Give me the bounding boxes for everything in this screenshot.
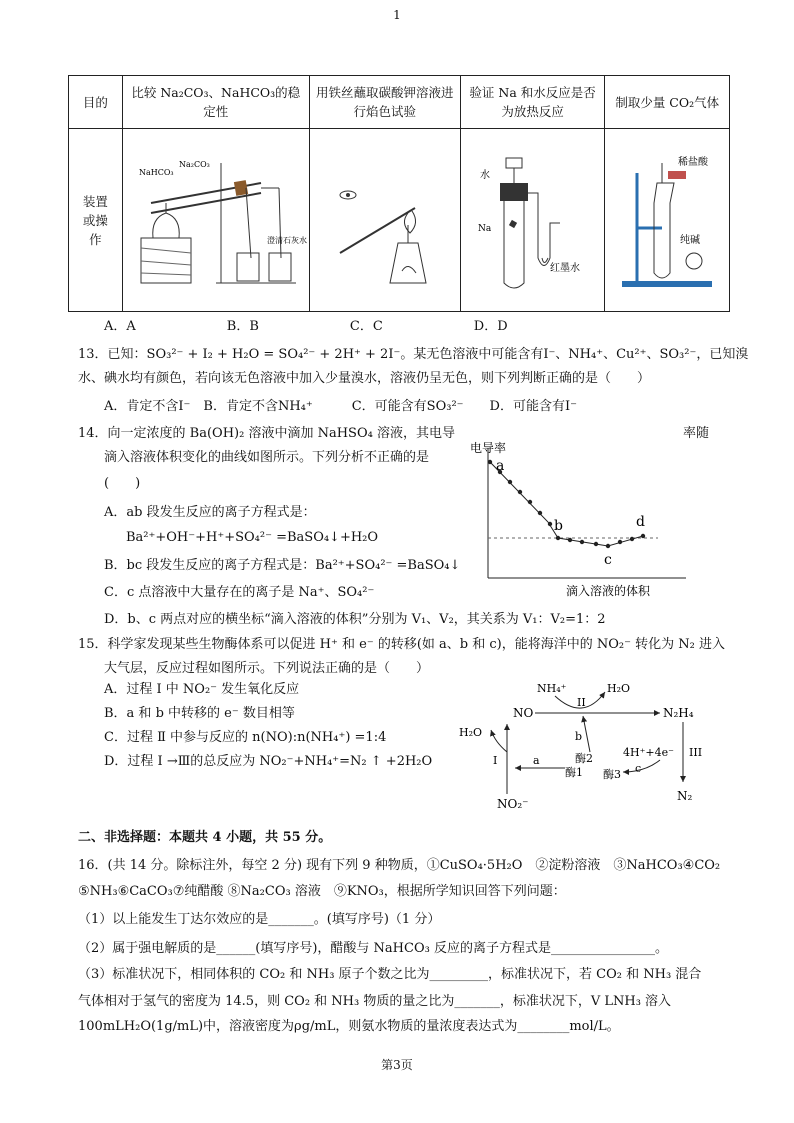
point-a: a (496, 458, 505, 474)
page-footer: 第3页 (381, 1058, 413, 1072)
q15-stem-1: 15．科学家发现某些生物酶体系可以促进 H⁺ 和 e⁻ 的转移(如 a、b 和 c)，能将海洋中的 NO₂⁻ 转化为 N₂ 进入 (78, 637, 725, 652)
label-process-III: III (689, 746, 703, 759)
sodium-water-diagram (468, 143, 598, 293)
node-n2: N₂ (677, 789, 693, 803)
apparatus-c (460, 129, 605, 312)
q16-line-3: （1）以上能发生丁达尔效应的是_______。(填写序号)（1 分） (78, 912, 441, 927)
q14-option-d: D．b、c 两点对应的横坐标“滴入溶液的体积”分别为 V₁、V₂，其关系为 V₁：V₂=1：2 (104, 612, 606, 627)
apparatus-a (122, 129, 309, 312)
co2-generator-diagram (612, 143, 722, 293)
node-no: NO (513, 706, 534, 720)
node-no2: NO₂⁻ (497, 797, 529, 811)
q14-option-a-equation: Ba²⁺+OH⁻+H⁺+SO₄²⁻ =BaSO₄↓+H₂O (126, 530, 379, 545)
label-red-ink: 红墨水 (549, 262, 580, 274)
label-a: a (533, 754, 540, 767)
label-lime-water: 澄清石灰水 (266, 235, 307, 245)
label-water: 水 (479, 169, 490, 181)
q14-option-c: C．c 点溶液中大量存在的离子是 Na⁺、SO₄²⁻ (104, 585, 375, 600)
q12-options: A．A B．B C．C D．D (104, 319, 508, 334)
q14-stem-1b: 率随 (683, 426, 710, 441)
label-nahco3: NaHCO₃ (138, 167, 174, 177)
label-process-I: I (493, 754, 498, 767)
q15-option-c: C．过程 Ⅱ 中参与反应的 n(NO):n(NH₄⁺) =1:4 (104, 730, 387, 745)
node-n2h4: N₂H₄ (663, 706, 694, 720)
node-h2o-left: H₂O (459, 726, 483, 739)
q16-line-4: （2）属于强电解质的是______(填写序号)，醋酸与 NaHCO₃ 反应的离子方程式是________________。 (78, 941, 668, 956)
label-soda-ash: 纯碱 (680, 234, 701, 246)
q13-stem-1: 13．已知：SO₃²⁻ + I₂ + H₂O = SO₄²⁻ + 2H⁺ + 2I⁻。某无色溶液中可能含有I⁻、NH₄⁺、Cu²⁺、SO₃²⁻，已知溴 (78, 347, 749, 362)
flame-test-diagram (320, 143, 450, 293)
label-enzyme1: 酶1 (565, 766, 583, 779)
q14-stem-1: 14．向一定浓度的 Ba(OH)₂ 溶液中滴加 NaHSO₄ 溶液，其电导 (78, 426, 455, 441)
q16-line-2: ⑤NH₃⑥CaCO₃⑦纯醋酸 ⑧Na₂CO₃ 溶液 ⑨KNO₃，根据所学知识回答下列问题： (78, 884, 566, 899)
label-b: b (575, 730, 583, 743)
enzyme-process-diagram (455, 672, 705, 812)
label-na2co3: Na₂CO₃ (178, 159, 210, 169)
graph-y-label: 电导率 (470, 441, 507, 455)
heating-apparatus-diagram (131, 143, 307, 293)
label-dilute-hcl: 稀盐酸 (678, 156, 709, 168)
q16-line-1: 16．(共 14 分。除标注外，每空 2 分) 现有下列 9 种物质，①CuSO₄·5H₂O ②淀粉溶液 ③NaHCO₃④CO₂ (78, 858, 721, 873)
label-na: Na (477, 223, 491, 234)
experiment-table (68, 75, 730, 312)
q15-option-b: B．a 和 b 中转移的 e⁻ 数目相等 (104, 706, 295, 721)
q16-line-7: 100mLH₂O(1g/mL)中，溶液密度为ρg/mL，则氨水物质的量浓度表达式为________mol/L。 (78, 1019, 620, 1034)
table-cell-purpose-d: 制取少量 CO₂气体 (605, 76, 730, 129)
table-cell-purpose-c: 验证 Na 和水反应是否为放热反应 (460, 76, 605, 129)
label-4h-4e: 4H⁺+4e⁻ (623, 746, 674, 759)
label-enzyme2: 酶2 (575, 752, 593, 765)
graph-x-label: 滴入溶液的体积 (566, 584, 651, 598)
section-2-heading: 二、非选择题：本题共 4 小题，共 55 分。 (78, 830, 332, 845)
q14-option-b: B．bc 段发生反应的离子方程式是：Ba²⁺+SO₄²⁻ =BaSO₄↓ (104, 558, 461, 573)
q14-stem-3: ( ) (104, 476, 141, 491)
q13-options: A．肯定不含I⁻ B．肯定不含NH₄⁺ C．可能含有SO₃²⁻ D．可能含有I⁻ (104, 399, 577, 414)
node-nh4: NH₄⁺ (537, 682, 567, 695)
table-cell-purpose-b: 用铁丝蘸取碳酸钾溶液进行焰色试验 (309, 76, 460, 129)
point-c: c (604, 552, 612, 568)
q15-option-a: A．过程 Ⅰ 中 NO₂⁻ 发生氧化反应 (104, 682, 300, 697)
apparatus-d (605, 129, 730, 312)
point-d: d (636, 514, 645, 530)
table-header-purpose: 目的 (69, 76, 123, 129)
label-process-II: II (577, 696, 586, 709)
table-cell-purpose-a: 比较 Na₂CO₃、NaHCO₃的稳定性 (122, 76, 309, 129)
q15-stem-2: 大气层，反应过程如图所示。下列说法正确的是（ ） (104, 661, 430, 676)
q14-stem-2: 滴入溶液体积变化的曲线如图所示。下列分析不正确的是 (104, 450, 430, 465)
q15-option-d: D．过程 Ⅰ →Ⅲ的总反应为 NO₂⁻+NH₄⁺=N₂ ↑ +2H₂O (104, 754, 433, 769)
point-b: b (554, 518, 563, 534)
q13-stem-2: 水、碘水均有颜色，若向该无色溶液中加入少量溴水，溶液仍呈无色，则下列判断正确的是（ ） (78, 371, 651, 386)
label-enzyme3: 酶3 (603, 768, 621, 781)
table-header-apparatus: 装置或操作 (69, 129, 123, 312)
apparatus-b (309, 129, 460, 312)
q14-option-a: A．ab 段发生反应的离子方程式是： (104, 505, 316, 520)
q16-line-6: 气体相对于氢气的密度为 14.5，则 CO₂ 和 NH₃ 物质的量之比为_______，标准状况下，V LNH₃ 溶入 (78, 994, 672, 1009)
node-h2o-top: H₂O (607, 682, 631, 695)
q16-line-5: （3）标准状况下，相同体积的 CO₂ 和 NH₃ 原子个数之比为_________，标准状况下，若 CO₂ 和 NH₃ 混合 (78, 967, 702, 982)
conductivity-graph (458, 440, 688, 600)
label-c: c (635, 762, 642, 775)
page-number: 1 (393, 8, 401, 22)
